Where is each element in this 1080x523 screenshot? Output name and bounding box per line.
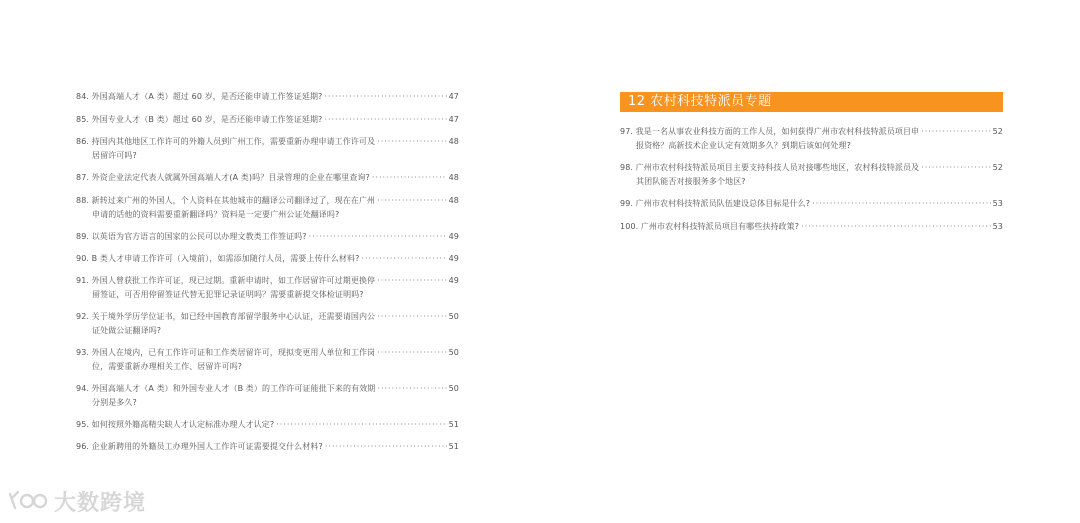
toc-entry-99[interactable] (620, 197, 1003, 211)
toc-page-number: 52 (992, 127, 1003, 136)
toc-entry-text-cont: 证处做公证翻译吗? (92, 326, 162, 335)
toc-entry-text-cont: 位，需要重新办理相关工作、居留许可吗? (92, 362, 243, 371)
dot-leader (921, 161, 990, 175)
toc-page-number: 47 (448, 92, 459, 101)
toc-page-number: 52 (992, 163, 1003, 172)
toc-entry-text: 86. 持国内其他地区工作许可的外籍人员到广州工作，需要重新办理申请工作许可及 (76, 137, 376, 146)
toc-entry-text-cont: 其团队能否对接服务多个地区? (636, 177, 746, 186)
toc-page-number: 49 (448, 254, 459, 263)
toc-entry-text: 97. 我是一名从事农业科技方面的工作人员，如何获得广州市农村科技特派员项目申 (620, 127, 920, 136)
toc-entry-text-cont: 居留许可吗? (92, 151, 137, 160)
toc-entry-text: 87. 外资企业法定代表人就属外国高端人才(A 类)吗？目录管理的企业在哪里查询? (76, 173, 370, 182)
toc-entry-text: 91. 外国人曾获批工作许可证，现已过期。重新申请时，如工作居留许可过期更换停 (76, 276, 376, 285)
toc-entry-91[interactable] (76, 274, 459, 302)
dot-leader (325, 440, 447, 454)
toc-page-number: 53 (992, 222, 1003, 231)
toc-entry-93[interactable] (76, 346, 459, 374)
toc-entry-text: 89. 以英语为官方语言的国家的公民可以办理文教类工作签证吗? (76, 232, 307, 241)
toc-page-number: 53 (992, 199, 1003, 208)
toc-entry-88[interactable] (76, 194, 459, 222)
dot-leader (372, 171, 447, 185)
dot-leader (377, 135, 446, 149)
dot-leader (324, 90, 446, 104)
dot-leader (377, 194, 446, 208)
toc-entry-85[interactable] (76, 113, 459, 127)
dot-leader (361, 252, 446, 266)
dot-leader (921, 125, 990, 139)
toc-page-number: 50 (448, 312, 459, 321)
toc-entry-text: 92. 关于境外学历学位证书，如已经中国教育部留学服务中心认证，还需要请国内公 (76, 312, 376, 321)
watermark-text: 大数跨境 (54, 490, 147, 516)
toc-entry-text: 98. 广州市农村科技特派员项目主要支持科技人员对接哪些地区，农村科技特派员及 (620, 163, 920, 172)
toc-entry-text: 85. 外国专业人才（B 类）超过 60 岁，是否还能申请工作签证延期? (76, 115, 323, 124)
toc-entry-text: 100. 广州市农村科技特派员项目有哪些扶持政策? (620, 222, 800, 231)
toc-page-number: 50 (448, 348, 459, 357)
section-title: 12 农村科技特派员专题 (628, 94, 772, 109)
toc-page-number: 48 (448, 137, 459, 146)
toc-page-number: 48 (448, 196, 459, 205)
toc-entry-text-cont: 申请的话他的资料需要重新翻译吗？资料是一定要广州公证处翻译吗? (92, 210, 340, 219)
toc-entry-text: 93. 外国人在境内，已有工作许可证和工作类居留许可，现拟变更用人单位和工作岗 (76, 348, 376, 357)
toc-entry-text: 90. B 类人才申请工作许可（入境前），如需添加随行人员，需要上传什么材料? (76, 254, 360, 263)
brand-logo-icon (6, 488, 50, 514)
toc-entry-96[interactable] (76, 440, 459, 454)
toc-entry-text-cont: 报资格？高新技术企业认定有效期多久？到期后该如何处理? (636, 141, 851, 150)
watermark-logo (6, 484, 146, 518)
toc-entry-text: 88. 新转过来广州的外国人，个人资料在其他城市的翻译公司翻译过了，现在在广州 (76, 196, 376, 205)
toc-entry-100[interactable] (620, 220, 1003, 234)
toc-entry-84[interactable] (76, 90, 459, 104)
toc-entry-89[interactable] (76, 230, 459, 244)
toc-entry-86[interactable] (76, 135, 459, 163)
toc-entry-text: 94. 外国高端人才（A 类）和外国专业人才（B 类）的工作许可证能批下来的有效期 (76, 384, 376, 393)
dot-leader (377, 346, 446, 360)
toc-entry-text-cont: 留签证，可否用停留签证代替无犯罪记录证明吗？需要重新提交体检证明吗? (92, 290, 364, 299)
toc-entry-97[interactable] (620, 125, 1003, 153)
toc-entry-text-cont: 分别是多久? (92, 398, 137, 407)
toc-entry-text: 84. 外国高端人才（A 类）超过 60 岁，是否还能申请工作签证延期? (76, 92, 323, 101)
dot-leader (377, 382, 446, 396)
dot-leader (276, 418, 446, 432)
toc-entry-94[interactable] (76, 382, 459, 410)
section-header-bar (620, 92, 1003, 112)
toc-page-number: 47 (448, 115, 459, 124)
dot-leader (377, 310, 446, 324)
toc-entry-98[interactable] (620, 161, 1003, 189)
toc-page-number: 51 (448, 420, 459, 429)
toc-entry-text: 99. 广州市农村科技特派员队伍建设总体目标是什么? (620, 199, 811, 208)
toc-entry-text: 95. 如何按照外籍高精尖缺人才认定标准办理人才认定? (76, 420, 275, 429)
toc-entry-90[interactable] (76, 252, 459, 266)
dot-leader (324, 113, 446, 127)
toc-page-number: 51 (448, 442, 459, 451)
toc-page-number: 48 (448, 173, 459, 182)
dot-leader (812, 197, 991, 211)
toc-page-number: 49 (448, 232, 459, 241)
dot-leader (309, 230, 447, 244)
dot-leader (377, 274, 446, 288)
dot-leader (801, 220, 991, 234)
toc-entry-92[interactable] (76, 310, 459, 338)
toc-page-number: 50 (448, 384, 459, 393)
toc-entry-87[interactable] (76, 171, 459, 185)
toc-page-number: 49 (448, 276, 459, 285)
toc-entry-95[interactable] (76, 418, 459, 432)
toc-entry-text: 96. 企业新聘用的外籍员工办理外国人工作许可证需要提交什么材料? (76, 442, 323, 451)
